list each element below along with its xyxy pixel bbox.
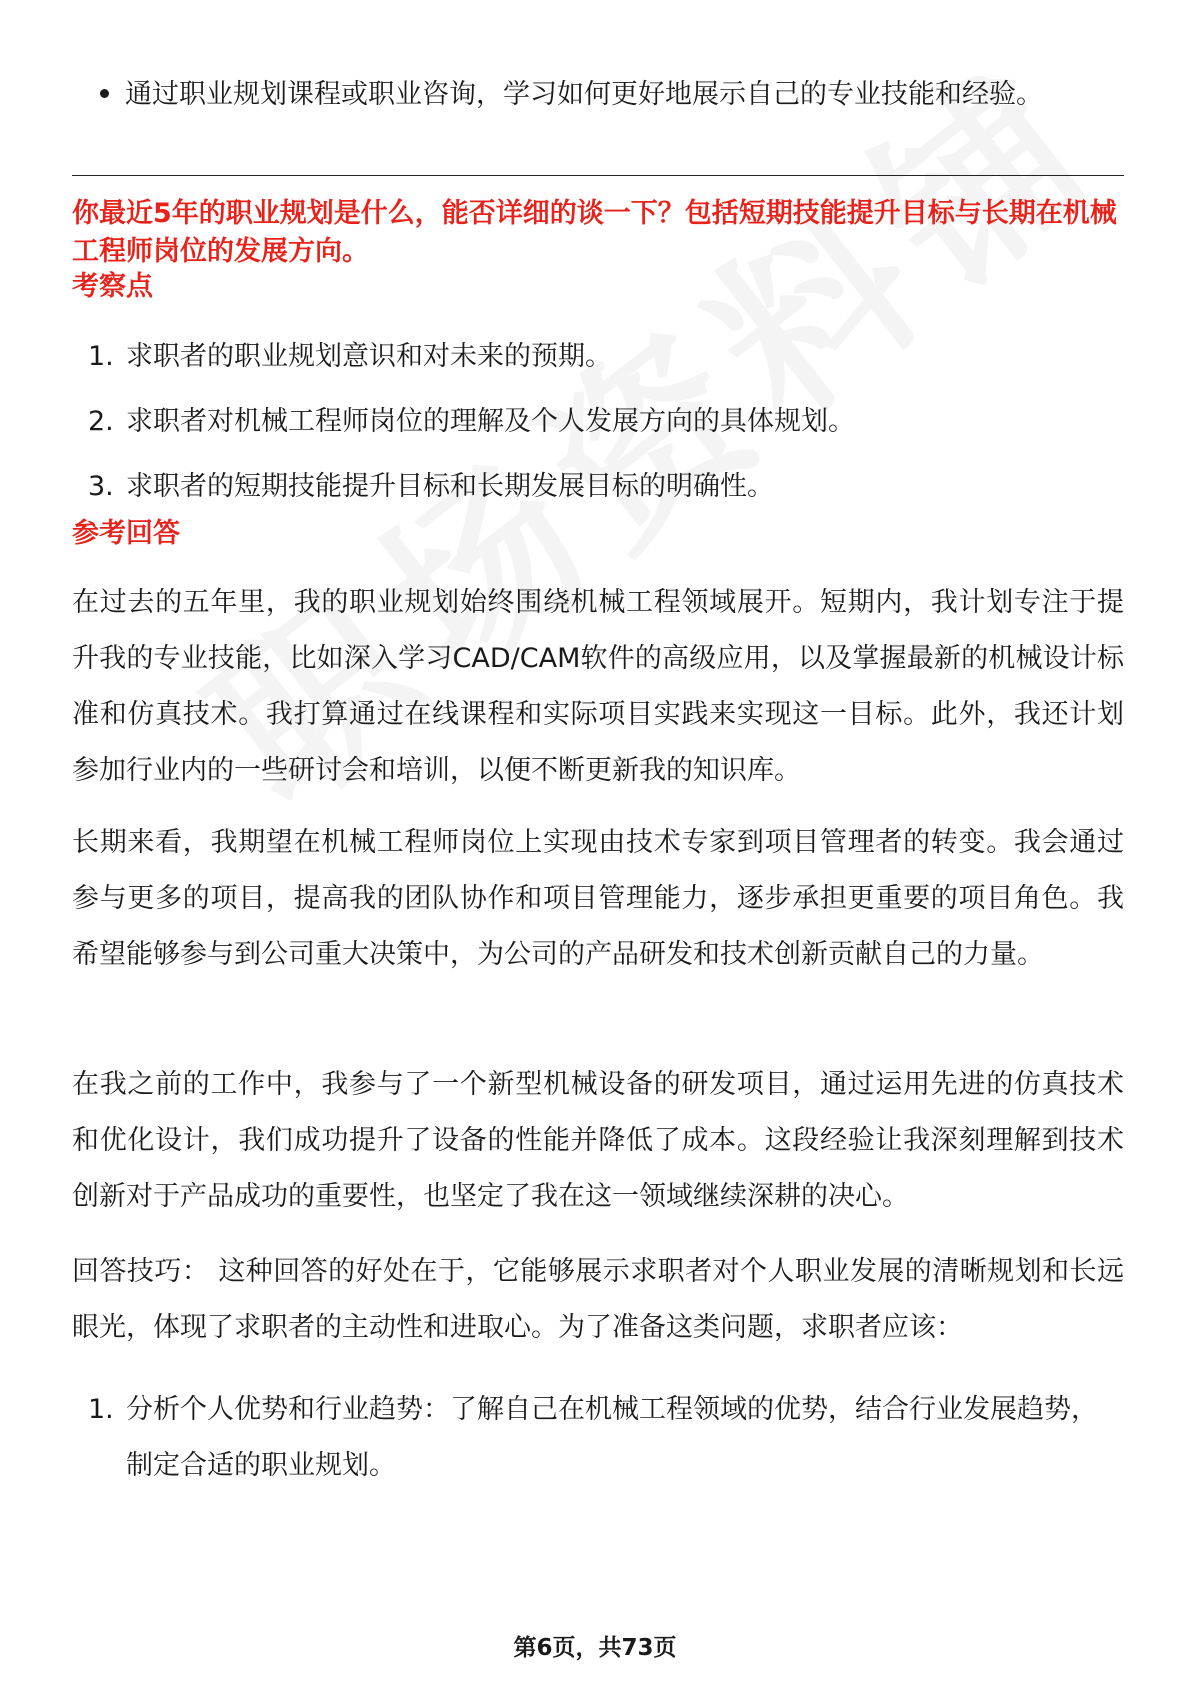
page-footer: 第6页，共73页 [513,1635,677,1661]
list-item [72,401,1122,443]
reference-answer-title: 参考回答 [72,518,180,549]
list-item-text: 求职者的职业规划意识和对未来的预期。 [126,341,612,372]
top-bullet-item [100,74,1043,116]
list-item-text: 求职者对机械工程师岗位的理解及个人发展方向的具体规划。 [126,406,855,437]
section-divider [72,175,1124,176]
question-heading: 你最近5年的职业规划是什么，能否详细的谈一下？包括短期技能提升目标与长期在机械工程师岗位的发展方向。 [72,198,1117,267]
list-item [72,1382,1122,1494]
exam-points-list [72,336,1122,508]
list-item [72,466,1122,508]
list-item [72,336,1122,378]
list-item-number: 1. [88,341,114,372]
answer-tips-paragraph: 回答技巧： 这种回答的好处在于，它能够展示求职者对个人职业发展的清晰规划和长远眼光，体现了求职者的主动性和进取心。为了准备这类问题，求职者应该： [72,1256,1124,1343]
answer-paragraph: 在过去的五年里，我的职业规划始终围绕机械工程领域展开。短期内，我计划专注于提升我的专业技能，比如深入学习CAD/CAM软件的高级应用，以及掌握最新的机械设计标准和仿真技术。我打算通过在线课程和实际项目实践来实现这一目标。此外，我还计划参加行业内的一些研讨会和培训，以便不断更新我的知识库。 [72,587,1124,786]
list-item-text: 分析个人优势和行业趋势：了解自己在机械工程领域的优势，结合行业发展趋势，制定合适的职业规划。 [126,1394,1098,1481]
bullet-dot-icon [100,89,109,98]
list-item-text: 求职者的短期技能提升目标和长期发展目标的明确性。 [126,471,774,502]
exam-points-title: 考察点 [72,271,153,302]
list-item-number: 1. [88,1394,114,1425]
top-bullet-text: 通过职业规划课程或职业咨询，学习如何更好地展示自己的专业技能和经验。 [125,79,1043,110]
list-item-number: 3. [88,471,114,502]
tips-list [72,1382,1122,1494]
list-item-number: 2. [88,406,114,437]
answer-paragraph: 长期来看，我期望在机械工程师岗位上实现由技术专家到项目管理者的转变。我会通过参与更多的项目，提高我的团队协作和项目管理能力，逐步承担更重要的项目角色。我希望能够参与到公司重大决策中，为公司的产品研发和技术创新贡献自己的力量。 [72,827,1124,970]
answer-paragraph: 在我之前的工作中，我参与了一个新型机械设备的研发项目，通过运用先进的仿真技术和优化设计，我们成功提升了设备的性能并降低了成本。这段经验让我深刻理解到技术创新对于产品成功的重要性，也坚定了我在这一领域继续深耕的决心。 [72,1069,1124,1212]
